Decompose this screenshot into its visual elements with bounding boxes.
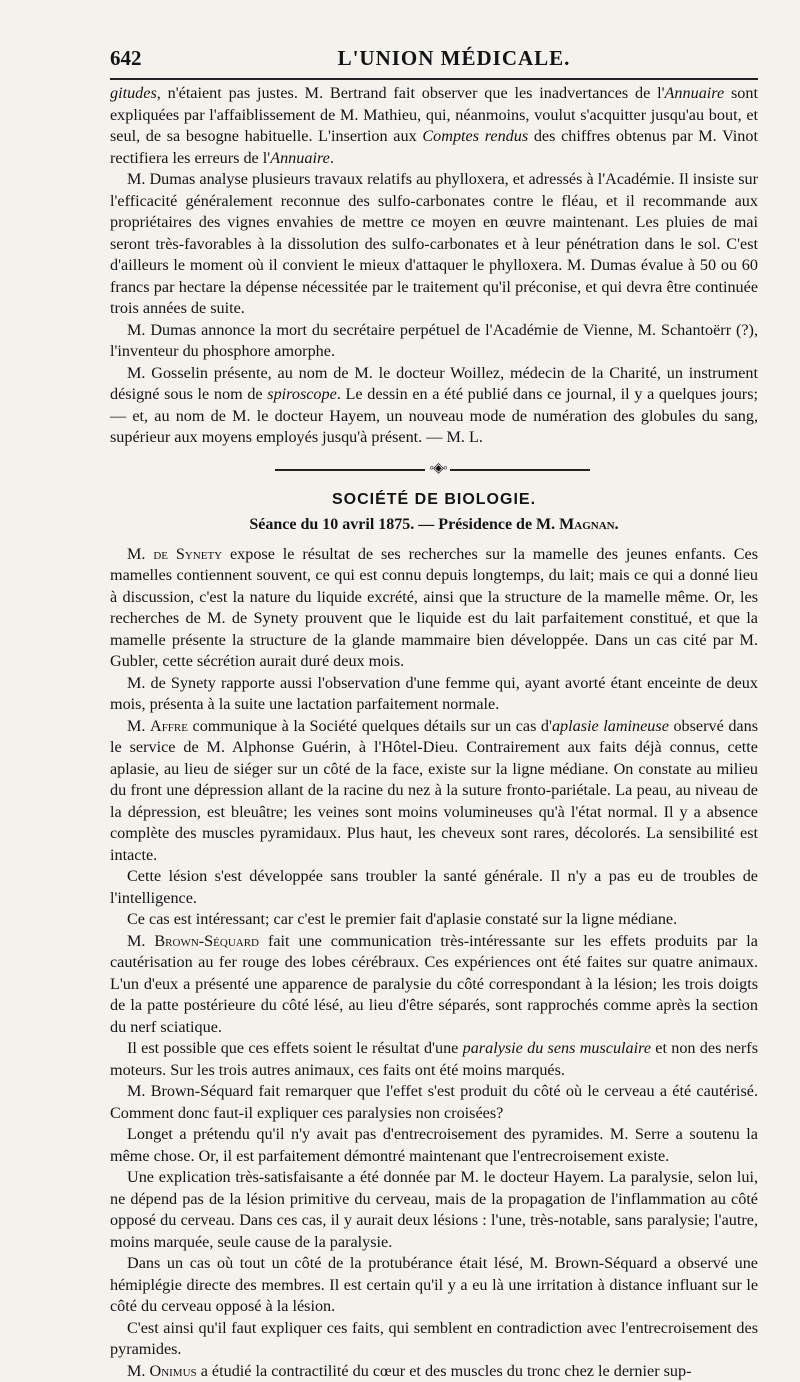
paragraph bbox=[110, 716, 758, 867]
text-run: sont expliquées par l'affaiblissement de M. Mathieu, qui, néanmoins, voulut s'acquitter jusqu'au bout, et seul, de sa besogne habituelle. L'insertion aux bbox=[110, 84, 758, 145]
text-run: et non des nerfs moteurs. Sur les trois autres animaux, ces faits ont été moins marqués. bbox=[110, 1039, 758, 1079]
text-run: a étudié la contractilité du cœur et des muscles du tronc chez le dernier sup- bbox=[197, 1362, 692, 1380]
page-number: 642 bbox=[110, 46, 142, 71]
page-header bbox=[110, 38, 758, 72]
text-run: M. Brown-Séquard fait remarquer que l'effet s'est produit du côté où le cerveau a été cautérisé. Comment donc faut-il expliquer ces paralysies non croisées? bbox=[110, 1082, 758, 1122]
paragraph bbox=[110, 1081, 758, 1124]
text-run: observé dans le service de M. Alphonse Guérin, à l'Hôtel-Dieu. Contrairement aux faits déjà connus, cette aplasie, au lieu de siéger sur un côté de la face, existe sur la ligne médiane. On constate au milieu du front une dépression allant de la racine du nez à la suture fronto-pariétale. La peau, au niveau de la dépression, est bleuâtre; les veines sont moins volumineuses qu'à l'état normal. Il y a absence complète des muscles pyramidaux. Plus haut, les cheveux sont rares, décolorés. La sensibilité est intacte. bbox=[110, 717, 758, 864]
paragraph bbox=[110, 1124, 758, 1167]
paragraph bbox=[110, 1361, 758, 1382]
separator-ornament-icon: ◦◈◦ bbox=[422, 460, 454, 477]
text-run: . bbox=[330, 149, 334, 167]
text-run: M. bbox=[127, 1362, 150, 1380]
italic-text: Comptes rendus bbox=[422, 127, 528, 145]
section-heading: SOCIÉTÉ DE BIOLOGIE. bbox=[110, 488, 758, 512]
paragraph bbox=[110, 1038, 758, 1081]
separator-line bbox=[275, 469, 425, 471]
text-run: communique à la Société quelques détails sur un cas d' bbox=[188, 717, 552, 735]
text-run: Longet a prétendu qu'il n'y avait pas d'entrecroisement des pyramides. M. Serre a soutenu la même chose. Or, il est parfaitement démontré maintenant que l'entrecroisement existe. bbox=[110, 1125, 758, 1165]
paragraph bbox=[110, 673, 758, 716]
text-run: expose le résultat de ses recherches sur la mamelle des jeunes enfants. Ces mamelles contiennent souvent, ce qui est connu depuis longtemps, du lait; mais ce qui a donné lieu à discussion, c'est la nature du liquide excrété, ainsi que la structure de la mamelle même. Or, les recherches de M. de Synety prouvent que le liquide est du lait parfaitement constitué, et que la mamelle présente la structure de la glande mammaire bien développée. Dans un cas cité par M. Gubler, cette sécrétion aurait duré deux mois. bbox=[110, 545, 758, 671]
paragraph bbox=[110, 1167, 758, 1253]
italic-text: Annuaire bbox=[270, 149, 330, 167]
small-caps-name: Brown-Séquard bbox=[154, 932, 259, 950]
document-body bbox=[110, 83, 758, 1382]
paragraph bbox=[110, 320, 758, 363]
paragraph bbox=[110, 866, 758, 909]
italic-text: paralysie du sens musculaire bbox=[463, 1039, 651, 1057]
section-separator bbox=[110, 456, 758, 484]
text-run: C'est ainsi qu'il faut expliquer ces faits, qui semblent en contradiction avec l'entrecroisement des pyramides. bbox=[110, 1319, 758, 1359]
text-run: M. Dumas analyse plusieurs travaux relatifs au phylloxera, et adressés à l'Académie. Il insiste sur l'efficacité généralement reconnue des sulfo-carbonates contre le fléau, et il recommande aux propriétaires des vignes envahies de mettre ce moyen en œuvre maintenant. Les pluies de mai seront très-favorables à la dissolution des sulfo-carbonates et à leur pénétration dans le sol. C'est d'ailleurs le moment où il convient le mieux d'attaquer le phylloxera. M. Dumas évalue à 50 ou 60 francs par hectare la dépense nécessitée par le traitement qu'il préconise, et qui devra être continuée trois années de suite. bbox=[110, 170, 758, 317]
text-run: M. de Synety rapporte aussi l'observation d'une femme qui, ayant avorté étant enceinte de deux mois, présenta à la suite une lactation parfaitement normale. bbox=[110, 674, 758, 714]
text-run: M. bbox=[127, 545, 153, 563]
text-run: fait une communication très-intéressante sur les effets produits par la cautérisation au fer rouge des lobes cérébraux. Ces expériences ont été faites sur quatre animaux. L'un d'eux a présenté une apparence de paralysie du côté correspondant à la lésion; les trois doigts de la patte postérieure du côté lésé, au lieu d'être séparés, sont rapprochés comme après la section du nerf sciatique. bbox=[110, 932, 758, 1036]
text-run: Dans un cas où tout un côté de la protubérance était lésé, M. Brown-Séquard a observé une hémiplégie directe des membres. Il est certain qu'il y a eu là une irritation à distance influant sur le côté du cerveau opposé à la lésion. bbox=[110, 1254, 758, 1315]
session-info bbox=[110, 512, 758, 538]
text-run: . Le dessin en a été publié dans ce journal, il y a quelques jours; — et, au nom de M. le docteur Hayem, un nouveau mode de numération des globules du sang, supérieur aux moyens employés jusqu'à présent. — M. L. bbox=[110, 385, 758, 446]
text-run: des chiffres obtenus par M. Vinot rectifiera les erreurs de l' bbox=[110, 127, 758, 167]
small-caps-name: Onimus bbox=[150, 1362, 197, 1380]
small-caps-name: Magnan bbox=[559, 516, 614, 533]
text-run: Il est possible que ces effets soient le résultat d'une bbox=[127, 1039, 463, 1057]
paragraph bbox=[110, 363, 758, 449]
text-run: M. Gosselin présente, au nom de M. le docteur Woillez, médecin de la Charité, un instrument désigné sous le nom de bbox=[110, 364, 758, 404]
text-run: Une explication très-satisfaisante a été donnée par M. le docteur Hayem. La paralysie, selon lui, ne dépend pas de la lésion primitive du cerveau, mais de la propagation de l'inflammation au côté opposé du cerveau. Dans ces cas, il y aurait deux lésions : l'une, très-notable, sans paralysie; l'autre, moins marquée, seule cause de la paralysie. bbox=[110, 1168, 758, 1251]
italic-text: Annuaire bbox=[665, 84, 725, 102]
paragraph bbox=[110, 1253, 758, 1318]
paragraph bbox=[110, 1318, 758, 1361]
small-caps-name: Affre bbox=[150, 717, 188, 735]
italic-text: aplasie lamineuse bbox=[552, 717, 669, 735]
running-title: L'UNION MÉDICALE. bbox=[110, 46, 758, 71]
paragraph bbox=[110, 931, 758, 1039]
paragraph bbox=[110, 544, 758, 673]
text-run: M. bbox=[127, 932, 154, 950]
small-caps-name: de Synety bbox=[153, 545, 222, 563]
text-run: . bbox=[615, 516, 619, 533]
text-run: M. bbox=[127, 717, 150, 735]
paragraph bbox=[110, 169, 758, 320]
separator-line bbox=[450, 469, 590, 471]
paragraph bbox=[110, 909, 758, 931]
text-run: Ce cas est intéressant; car c'est le premier fait d'aplasie constaté sur la ligne médiane. bbox=[127, 910, 677, 928]
text-run: Séance du 10 avril 1875. — Présidence de M. bbox=[249, 516, 559, 533]
paragraph bbox=[110, 83, 758, 169]
text-run: , n'étaient pas justes. M. Bertrand fait observer que les inadvertances de l' bbox=[157, 84, 665, 102]
header-rule bbox=[110, 78, 758, 80]
italic-text: spiroscope bbox=[267, 385, 337, 403]
text-run: Cette lésion s'est développée sans troubler la santé générale. Il n'y a pas eu de troubles de l'intelligence. bbox=[110, 867, 758, 907]
text-run: M. Dumas annonce la mort du secrétaire perpétuel de l'Académie de Vienne, M. Schantoërr (?), l'inventeur du phosphore amorphe. bbox=[110, 321, 758, 361]
italic-text: gitudes bbox=[110, 84, 157, 102]
